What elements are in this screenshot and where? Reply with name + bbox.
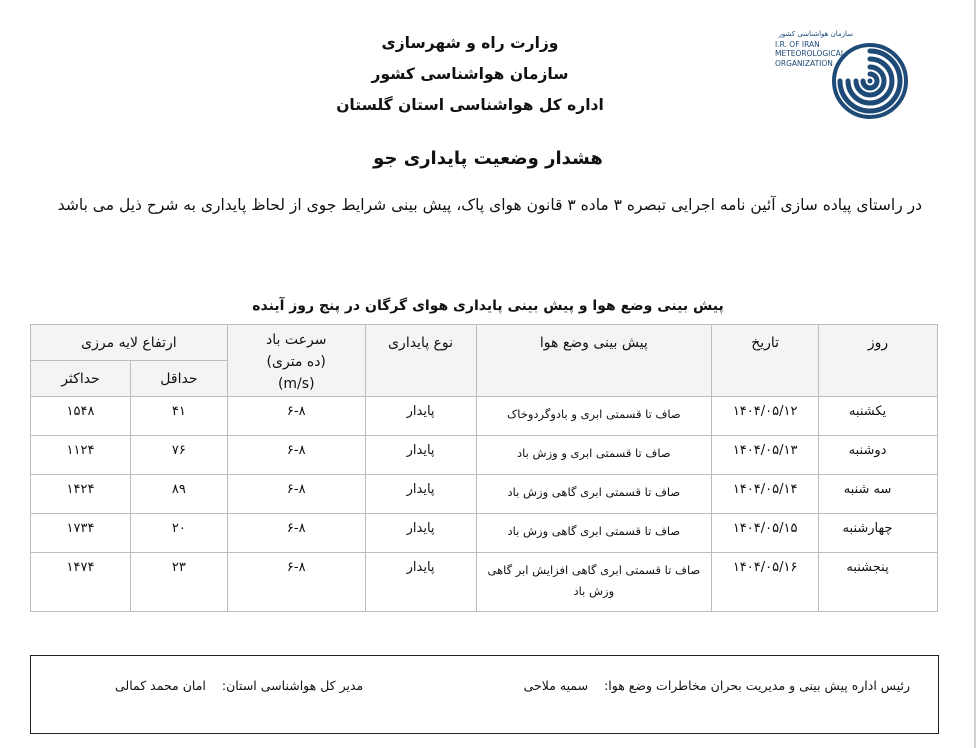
table-row [31, 436, 938, 475]
header-min: حداقل [130, 361, 227, 397]
forecast-head-label: رئیس اداره پیش بینی و مدیریت بحران مخاطرات وضع هوا: [604, 678, 910, 693]
table-header-row [31, 325, 938, 361]
cell-wind: ۶-۸ [227, 436, 365, 475]
header-date: تاریخ [712, 325, 819, 397]
header-wind-line3: (m/s) [277, 376, 315, 392]
cell-date: ۱۴۰۴/۰۵/۱۲ [712, 397, 819, 436]
cell-max: ۱۱۲۴ [31, 436, 131, 475]
cell-forecast: صاف تا قسمتی ابری و وزش باد [476, 436, 712, 475]
logo-en-line1: I.R. OF IRAN [775, 39, 820, 49]
header-forecast: پیش بینی وضع هوا [476, 325, 712, 397]
ministry-name: وزارت راه و شهرسازی [381, 34, 559, 52]
logo-en-line2: METEOROLOGICAL [775, 49, 845, 58]
cell-date: ۱۴۰۴/۰۵/۱۳ [712, 436, 819, 475]
cell-forecast: صاف تا قسمتی ابری گاهی افزایش ابر گاهی وزش باد [476, 553, 712, 612]
cell-max: ۱۵۴۸ [31, 397, 131, 436]
cell-min: ۲۳ [130, 553, 227, 612]
header-wind-line1: سرعت باد [266, 332, 327, 348]
intro-paragraph: در راستای پیاده سازی آئین نامه اجرایی تبصره ۳ ماده ۳ قانون هوای پاک، پیش بینی شرایط جوی از لحاظ پایداری به شرح ذیل می باشد [57, 196, 922, 214]
organization-name: سازمان هواشناسی کشور [371, 65, 569, 83]
cell-forecast: صاف تا قسمتی ابری گاهی وزش باد [476, 514, 712, 553]
cell-min: ۸۹ [130, 475, 227, 514]
cell-date: ۱۴۰۴/۰۵/۱۶ [712, 553, 819, 612]
cell-min: ۷۶ [130, 436, 227, 475]
cell-forecast: صاف تا قسمتی ابری و بادوگردوخاک [476, 397, 712, 436]
cell-min: ۴۱ [130, 397, 227, 436]
cell-max: ۱۴۲۴ [31, 475, 131, 514]
organization-logo [775, 20, 935, 130]
cell-wind: ۶-۸ [227, 475, 365, 514]
director-name: امان محمد کمالی [115, 678, 206, 693]
logo-emblem-icon [831, 38, 909, 120]
header-day: روز [819, 325, 938, 397]
cell-day: سه شنبه [819, 475, 938, 514]
cell-date: ۱۴۰۴/۰۵/۱۴ [712, 475, 819, 514]
signature-box [30, 655, 939, 734]
cell-stability: پایدار [365, 553, 476, 612]
table-row [31, 475, 938, 514]
cell-wind: ۶-۸ [227, 553, 365, 612]
forecast-head-name: سمیه ملاحی [523, 678, 589, 693]
director-signature [115, 678, 363, 693]
logo-en-line3: ORGANIZATION [775, 58, 833, 68]
header-wind [227, 325, 365, 397]
header-wind-line2: (ده متری) [266, 354, 326, 370]
cell-min: ۲۰ [130, 514, 227, 553]
cell-wind: ۶-۸ [227, 514, 365, 553]
cell-stability: پایدار [365, 397, 476, 436]
cell-day: یکشنبه [819, 397, 938, 436]
table-row [31, 397, 938, 436]
cell-max: ۱۴۷۴ [31, 553, 131, 612]
forecast-head-signature [524, 678, 910, 693]
director-label: مدیر کل هواشناسی استان: [221, 678, 364, 693]
letterhead [300, 28, 640, 121]
cell-day: چهارشنبه [819, 514, 938, 553]
logo-fa-text: سازمان هواشناسی کشور [778, 30, 853, 38]
table-caption: پیش بینی وضع هوا و پیش بینی پایداری هوای گرگان در پنج روز آینده [252, 298, 724, 314]
table-row [31, 514, 938, 553]
cell-wind: ۶-۸ [227, 397, 365, 436]
cell-stability: پایدار [365, 436, 476, 475]
cell-max: ۱۷۳۴ [31, 514, 131, 553]
table-row [31, 553, 938, 612]
cell-day: دوشنبه [819, 436, 938, 475]
header-max: حداکثر [31, 361, 131, 397]
header-boundary-layer: ارتفاع لایه مرزی [31, 325, 228, 361]
cell-forecast: صاف تا قسمتی ابری گاهی وزش باد [476, 475, 712, 514]
header-stability: نوع پایداری [365, 325, 476, 397]
document-title: هشدار وضعیت پایداری جو [373, 148, 603, 169]
forecast-table [30, 324, 938, 612]
cell-day: پنجشنبه [819, 553, 938, 612]
office-name: اداره کل هواشناسی استان گلستان [336, 96, 604, 114]
cell-stability: پایدار [365, 514, 476, 553]
cell-stability: پایدار [365, 475, 476, 514]
cell-date: ۱۴۰۴/۰۵/۱۵ [712, 514, 819, 553]
